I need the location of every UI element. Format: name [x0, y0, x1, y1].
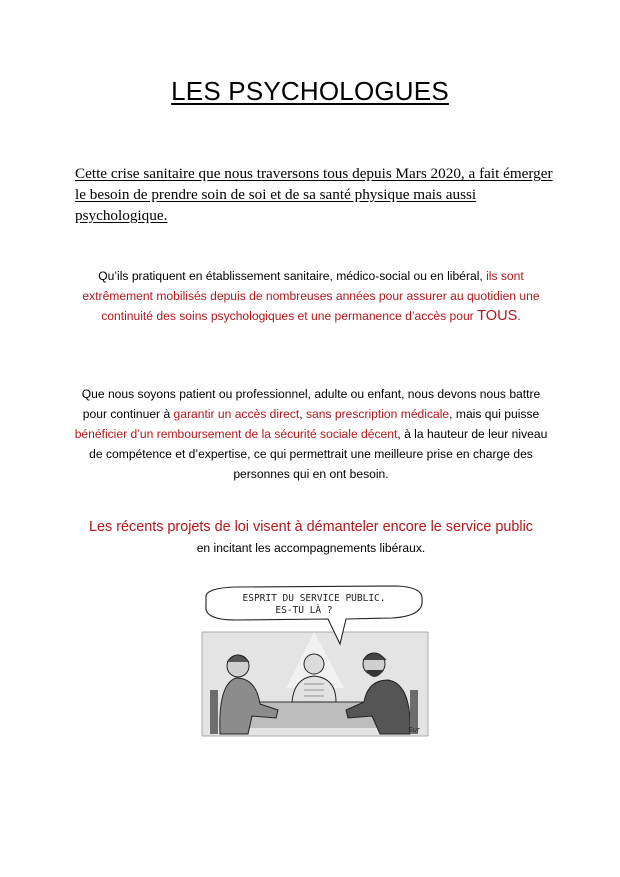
fight-text-1: Que nous soyons patient ou professionnel, adulte ou enfant, nous devons nous battre pour continuer à	[81, 387, 541, 421]
practice-highlight: ils sont extrêmement mobilisés depuis de nombreuses années pour assurer au quotidien une continuité des soins psychologiques et une permanence d’accès pour	[82, 269, 540, 323]
fight-text-3: , mais qui puisse	[449, 407, 540, 421]
speech-line-1: ESPRIT DU SERVICE PUBLIC.	[242, 593, 386, 604]
practice-text: Qu’ils pratiquent en établissement sanitaire, médico-social ou en libéral,	[98, 269, 487, 283]
speech-line-2: ES-TU LÀ ?	[275, 605, 333, 616]
direct-access-highlight: garantir un accès direct	[173, 407, 300, 421]
page-title: LES PSYCHOLOGUES	[171, 76, 449, 106]
reimbursement-highlight: bénéficier d’un remboursement de la sécurité sociale décent	[74, 427, 398, 441]
no-prescription-highlight: sans prescription médicale	[305, 407, 450, 421]
cartoon-signature: Sur	[408, 726, 420, 734]
paragraph-practice	[68, 266, 554, 326]
fight-text-4: , à la hauteur de leur niveau de compétence et d’expertise, ce qui permettrait une meilleure prise en charge des personnes qui en ont besoin.	[89, 427, 548, 481]
intro-paragraph: Cette crise sanitaire que nous traversons tous depuis Mars 2020, a fait émerger le besoin de prendre soin de soi et de sa santé physique mais aussi psychologique.	[75, 165, 553, 224]
laws-lead: Les récents projets de loi visent à démanteler encore le service public	[89, 519, 533, 535]
practice-period: .	[517, 309, 521, 323]
cartoon-illustration	[196, 584, 432, 741]
tous-emphasis: TOUS	[477, 308, 518, 324]
paragraph-fight	[68, 384, 554, 484]
laws-rest: en incitant les accompagnements libéraux.	[196, 541, 426, 555]
paragraph-laws	[68, 516, 554, 558]
fight-text-2: ,	[299, 407, 306, 421]
